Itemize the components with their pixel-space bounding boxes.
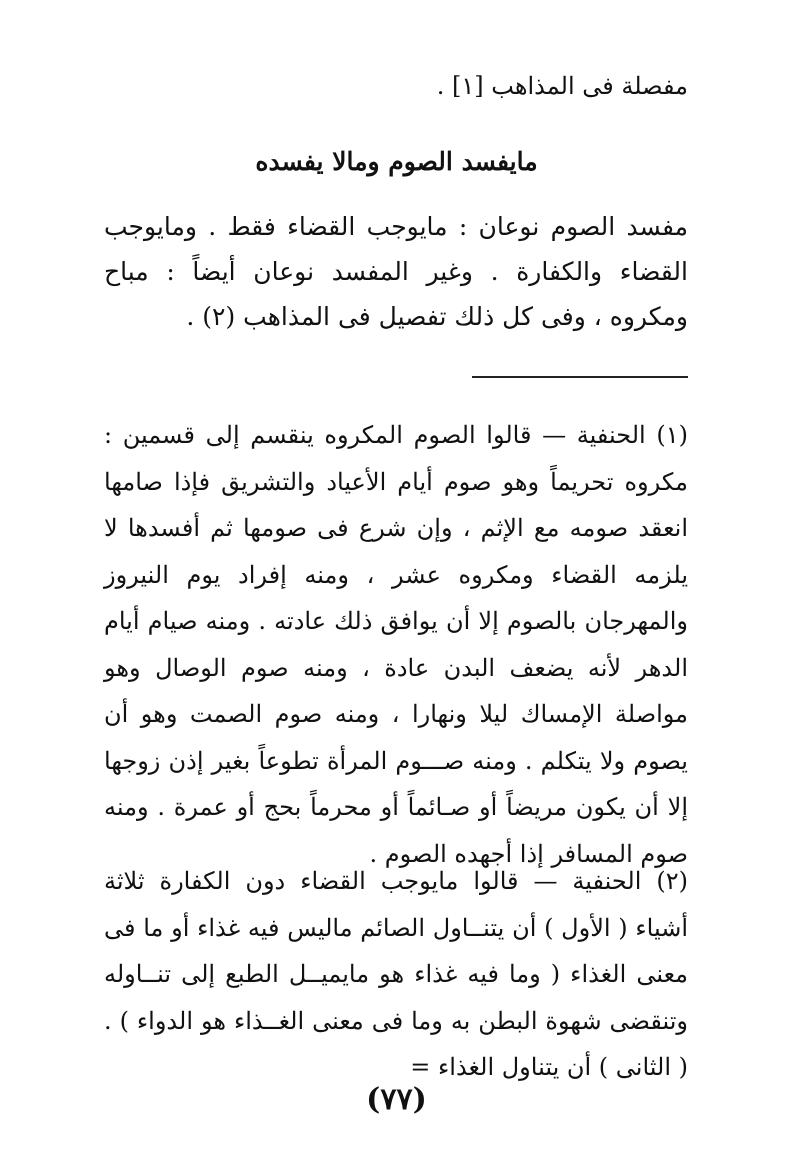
intro-paragraph <box>104 204 688 339</box>
footnote-2: (٢) الحنفية — قالوا مايوجب القضاء دون الكفارة ثلاثة أشياء ( الأول ) أن يتنــاول الصائم ماليس فيه غذاء أو ما فى معنى الغذاء ( وما فيه غذاء هو مايميــل الطبع إلى تنــاوله وتنقضى شهوة البطن به وما فى معنى الغــذاء هو الدواء ) . ( الثانى ) أن يتناول الغذاء = <box>104 867 688 1081</box>
footnote-separator-rule <box>472 376 688 378</box>
section-title: مايفسد الصوم ومالا يفسده <box>255 147 538 176</box>
continued-header-text: مفصلة فى المذاهب [١] . <box>436 72 688 100</box>
page-number: (٧٧) <box>366 1082 427 1117</box>
intro-text: مفسد الصوم نوعان : مايوجب القضاء فقط . ومايوجب القضاء والكفارة . وغير المفسد نوعان أيضاً : مباح ومكروه ، وفى كل ذلك تفصيل فى المذاهب (٢) . <box>104 212 688 331</box>
footnote-1: (١) الحنفية — قالوا الصوم المكروه ينقسم إلى قسمين : مكروه تحريماً وهو صوم أيام الأعياد والتشريق فإذا صامها انعقد صومه مع الإثم ، وإن شرع فى صومها ثم أفسدها لا يلزمه القضاء ومكروه عشر ، ومنه إفراد يوم النيروز والمهرجان بالصوم إلا أن يوافق ذلك عادته . ومنه صيام أيام الدهر لأنه يضعف البدن عادة ، ومنه صوم الوصال وهو مواصلة الإمساك ليلا ونهارا ، ومنه صوم الصمت وهو أن يصوم ولا يتكلم . ومنه صـــوم المرأة تطوعاً بغير إذن زوجها إلا أن يكون مريضاً أو صـائماً أو محرماً بحج أو عمرة . ومنه صوم المسافر إذا أجهده الصوم . <box>104 421 689 868</box>
